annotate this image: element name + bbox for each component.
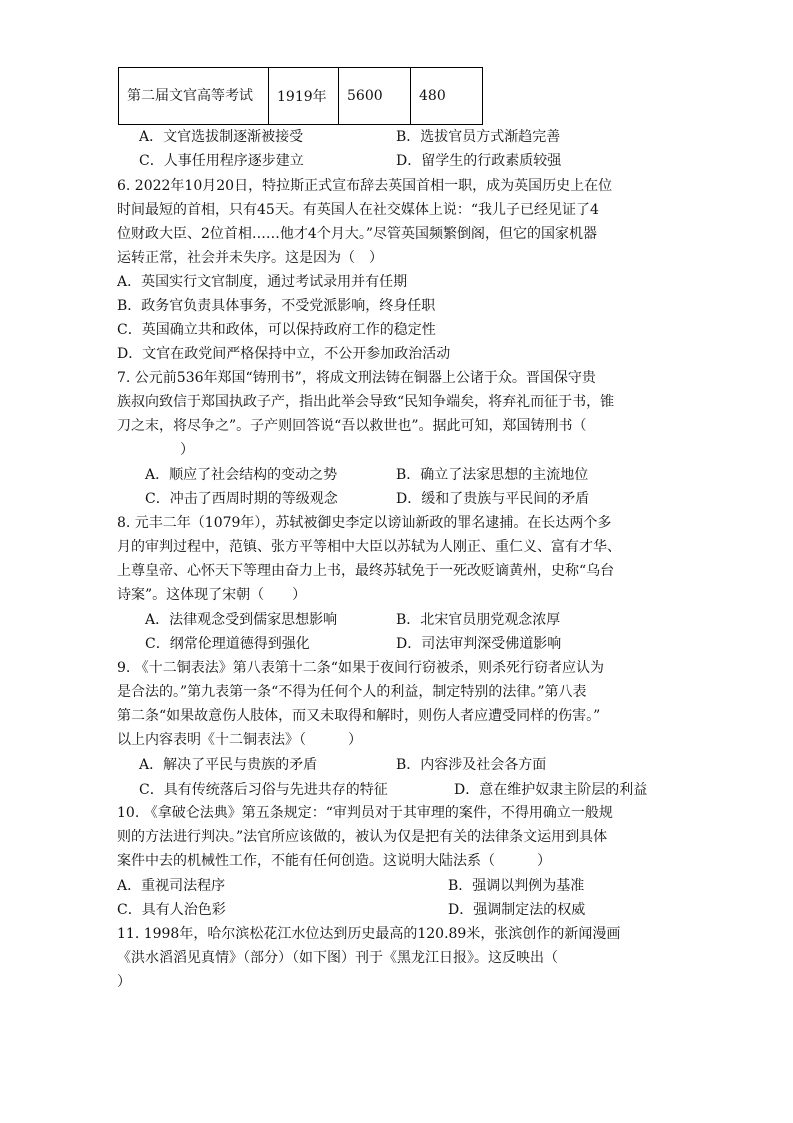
q6-stem-line: 运转正常，社会并未失序。这是因为（ ） xyxy=(117,250,383,266)
q8-stem-line: 上尊皇帝、心怀天下等理由奋力上书，最终苏轼免于一死改贬谪黄州，史称“乌台 xyxy=(117,563,615,579)
q6-stem-line: 位财政大臣、2位首相……他才4个月大。”尽管英国频繁倒阁，但它的国家机器 xyxy=(117,226,597,242)
q10-option-a: A．重视司法程序 xyxy=(117,878,226,894)
q6-option-d: D．文官在政党间严格保持中立，不公开参加政治活动 xyxy=(117,346,451,362)
q7-stem-line: 族叔向致信于郑国执政子产，指出此举会导致“民知争端矣，将弃礼而征于书，锥 xyxy=(117,394,615,410)
q7-option-d: D．缓和了贵族与平民间的矛盾 xyxy=(396,491,590,507)
q10-option-c: C．具有人治色彩 xyxy=(117,902,226,918)
q5-option-d: D．留学生的行政素质较强 xyxy=(396,153,562,169)
q8-option-c: C．纲常伦理道德得到强化 xyxy=(145,636,310,652)
q11-stem-line: ） xyxy=(117,974,131,990)
q7-stem-line: 刀之末，将尽争之”。子产则回答说“吾以救世也”。据此可知，郑国铸刑书（ xyxy=(117,418,587,434)
table-cell: 1919年 xyxy=(269,68,339,125)
q8-option-d: D．司法审判深受佛道影响 xyxy=(396,636,562,652)
q10-stem-line: 则的方法进行判决。”法官所应该做的，被认为仅是把有关的法律条文运用到具体 xyxy=(117,829,608,845)
q9-stem-line: 以上内容表明《十二铜表法》（ ） xyxy=(117,732,362,748)
q7-option-a: A．顺应了社会结构的变动之势 xyxy=(145,467,338,483)
q9-stem-line: 第二条“如果故意伤人肢体，而又未取得和解时，则伤人者应遭受同样的伤害。” xyxy=(117,708,601,724)
q6-stem-line: 6. 2022年10月20日，特拉斯正式宣布辞去英国首相一职，成为英国历史上在位 xyxy=(117,178,613,194)
table-cell: 480 xyxy=(411,68,483,125)
q11-stem-line: 11. 1998年，哈尔滨松花江水位达到历史最高的120.89米，张滨创作的新闻漫画 xyxy=(117,926,621,942)
exam-data-table xyxy=(118,67,483,125)
q9-option-d: D．意在维护奴隶主阶层的利益 xyxy=(454,782,648,798)
q6-option-b: B．政务官负责具体事务，不受党派影响，终身任职 xyxy=(117,298,436,314)
table-cell: 第二届文官高等考试 xyxy=(119,68,269,125)
q9-option-a: A．解决了平民与贵族的矛盾 xyxy=(139,757,318,773)
q6-stem-line: 时间最短的首相，只有45天。有英国人在社交媒体上说：“我儿子已经见证了4 xyxy=(117,202,599,218)
q9-stem-line: 9. 《十二铜表法》第八表第十二条“如果于夜间行窃被杀，则杀死行窃者应认为 xyxy=(117,660,604,676)
q10-stem-line: 10. 《拿破仑法典》第五条规定：“审判员对于其审理的案件，不得用确立一般规 xyxy=(117,805,613,821)
q11-stem-line: 《洪水滔滔见真情》（部分）（如下图）刊于《黑龙江日报》。这反映出（ xyxy=(117,950,558,966)
q8-stem-line: 诗案”。这体现了宋朝（ ） xyxy=(117,587,307,603)
q7-option-c: C．冲击了西周时期的等级观念 xyxy=(145,491,338,507)
table-row xyxy=(119,68,483,125)
q5-option-c: C．人事任用程序逐步建立 xyxy=(139,153,304,169)
q5-option-b: B．选拔官员方式渐趋完善 xyxy=(396,129,561,145)
table-cell: 5600 xyxy=(339,68,411,125)
q9-stem-line: 是合法的。”第九表第一条“不得为任何个人的利益，制定特别的法律。”第八表 xyxy=(117,684,587,700)
q8-stem-line: 8. 元丰二年（1079年），苏轼被御史李定以谤讪新政的罪名逮捕。在长达两个多 xyxy=(117,515,612,531)
q10-stem-line: 案件中去的机械性工作，不能有任何创造。这说明大陆法系（ ） xyxy=(117,853,551,869)
q6-option-c: C．英国确立共和政体，可以保持政府工作的稳定性 xyxy=(117,322,436,338)
q9-option-c: C．具有传统落后习俗与先进共存的特征 xyxy=(139,782,388,798)
q8-stem-line: 月的审判过程中，范镇、张方平等相中大臣以苏轼为人刚正、重仁义、富有才华、 xyxy=(117,539,621,555)
q9-option-b: B．内容涉及社会各方面 xyxy=(396,757,547,773)
q7-stem-line: 7. 公元前536年郑国“铸刑书”，将成文刑法铸在铜器上公诸于众。晋国保守贵 xyxy=(117,370,596,386)
q8-option-a: A．法律观念受到儒家思想影响 xyxy=(145,612,338,628)
q8-option-b: B．北宋官员朋党观念浓厚 xyxy=(396,612,561,628)
q10-option-d: D．强调制定法的权威 xyxy=(448,902,586,918)
q5-option-a: A．文官选拔制逐渐被接受 xyxy=(139,129,304,145)
q7-stem-line: ） xyxy=(180,442,194,458)
q6-option-a: A．英国实行文官制度，通过考试录用并有任期 xyxy=(117,274,408,290)
q7-option-b: B．确立了法家思想的主流地位 xyxy=(396,467,589,483)
q10-option-b: B．强调以判例为基准 xyxy=(448,878,585,894)
